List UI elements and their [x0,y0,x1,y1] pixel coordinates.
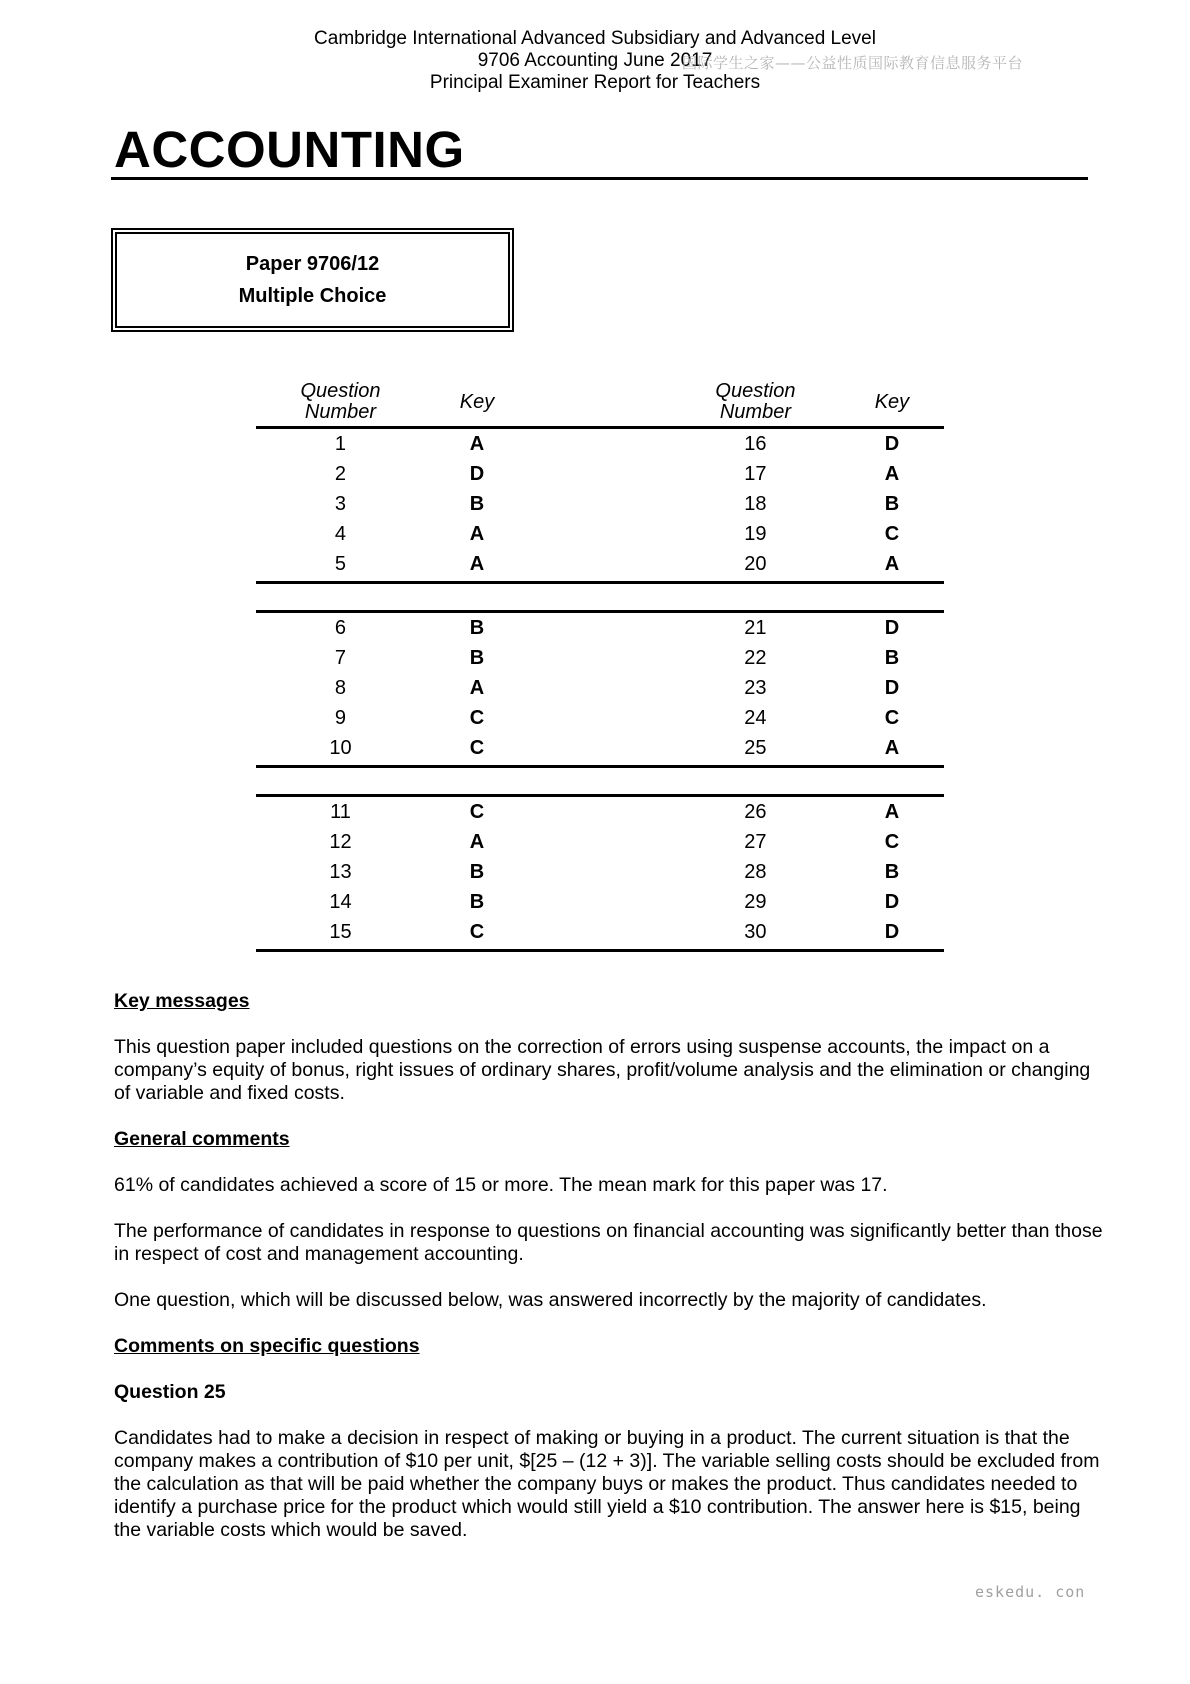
answer-key: A [884,463,900,485]
question-number: 30 [671,917,840,951]
header-key-left: Key [425,378,529,428]
question-number: 7 [334,647,347,669]
answer-key: B [884,647,900,669]
answer-key: B [469,861,485,883]
answer-key: B [469,647,485,669]
question-number: 29 [744,891,767,913]
question-number: 1 [334,433,347,455]
answer-key: C [884,707,900,729]
group-separator [256,767,944,796]
header-spacer [529,378,671,428]
answer-key: C [425,917,529,951]
footer-watermark: eskedu. con [975,1583,1086,1601]
key-messages-text: This question paper included questions on the correction of errors using suspense accounts, the impact on a company’s equity of bonus, right issues of ordinary shares, profit/volume analysis and the elimination or changing of variable and fixed costs. [114,1036,1091,1104]
title-divider [111,177,1088,180]
question-number: 11 [330,801,351,823]
answer-key: A [469,433,485,455]
header-number-word: Number [719,401,791,423]
table-header-row [256,378,944,428]
table-row [256,643,944,673]
header-question-word: Question [715,380,796,402]
table-row [256,857,944,887]
table-row [256,827,944,857]
answer-key: A [840,549,944,583]
question-number: 12 [329,831,352,853]
answer-key-table [256,378,944,952]
answer-key: B [469,891,485,913]
question-number: 4 [334,523,347,545]
answer-key: B [884,861,900,883]
general-comments-p1: 61% of candidates achieved a score of 15 or more. The mean mark for this paper was 17. [114,1174,888,1196]
answer-key: A [469,831,485,853]
question-number: 23 [744,677,767,699]
question-number: 2 [334,463,347,485]
report-body [114,990,1104,1542]
question-number: 21 [744,617,767,639]
question-number: 19 [744,523,767,545]
answer-key: A [840,733,944,767]
question-number: 8 [334,677,347,699]
answer-key: A [425,549,529,583]
question-number: 16 [744,433,767,455]
question-25-text: Candidates had to make a decision in respect of making or buying in a product. The current situation is that the company makes a contribution of $10 per unit, $[25 – (12 + 3)]. The variable selling costs should be excluded from the calculation as that will be paid whether the company buys or makes the product. Thus candidates needed to identify a purchase price for the product which would still yield a $10 contribution. The answer here is $15, being the variable costs which would be saved. [114,1427,1100,1541]
table-row [256,703,944,733]
paper-type: Multiple Choice [238,285,387,307]
table-row [256,459,944,489]
table-row [256,612,944,644]
header-question-number-right [671,378,840,428]
table-row [256,887,944,917]
answer-key: C [425,733,529,767]
question-number: 5 [256,549,425,583]
general-comments-p3: One question, which will be discussed below, was answered incorrectly by the majority of candidates. [114,1289,987,1311]
answer-key: C [469,801,485,823]
question-number: 27 [744,831,767,853]
paper-code: Paper 9706/12 [245,253,380,275]
table-row [256,673,944,703]
question-number: 18 [744,493,767,515]
table-row [256,917,944,951]
table-row [256,733,944,767]
question-number: 24 [744,707,767,729]
header-key-right: Key [840,378,944,428]
answer-key: C [884,831,900,853]
header-line-3: Principal Examiner Report for Teachers [429,72,761,93]
answer-key: D [884,677,900,699]
question-number: 22 [744,647,767,669]
answer-key: A [884,801,900,823]
answer-key: B [884,493,900,515]
table-row [256,428,944,460]
question-number: 17 [744,463,767,485]
page-title: ACCOUNTING [114,121,465,178]
answer-key: C [884,523,900,545]
answer-key: C [469,707,485,729]
question-number: 6 [334,617,347,639]
answer-key: D [884,891,900,913]
specific-comments-heading: Comments on specific questions [114,1335,420,1357]
general-comments-p2: The performance of candidates in response to questions on financial accounting was significantly better than those in respect of cost and management accounting. [114,1220,1103,1265]
header-number-word: Number [304,401,377,423]
table-row [256,489,944,519]
question-number: 20 [671,549,840,583]
question-number: 26 [744,801,767,823]
question-number: 9 [334,707,347,729]
answer-key: D [840,917,944,951]
question-25-heading: Question 25 [114,1381,226,1403]
table-row [256,796,944,828]
answer-key: A [469,677,485,699]
header-watermark: 国际学生之家——公益性质国际教育信息服务平台 [682,54,1024,72]
answer-key: D [884,617,900,639]
table-row [256,549,944,583]
header-question-number-left [256,378,425,428]
answer-key: D [469,463,485,485]
answer-key: B [469,493,485,515]
header-question-word: Question [300,380,381,402]
header-line-2: 9706 Accounting June 2017 [477,50,713,71]
question-number: 3 [334,493,347,515]
question-number: 14 [329,891,352,913]
question-number: 25 [671,733,840,767]
answer-key: D [884,433,900,455]
header-line-1: Cambridge International Advanced Subsidiary and Advanced Level [314,28,876,49]
question-number: 13 [329,861,352,883]
group-separator [256,583,944,612]
question-number: 28 [744,861,767,883]
answer-key: A [469,523,485,545]
question-number: 15 [256,917,425,951]
table-row [256,519,944,549]
question-number: 10 [256,733,425,767]
general-comments-heading: General comments [114,1128,290,1150]
answer-key: B [469,617,485,639]
paper-info-box [111,228,514,332]
key-messages-heading: Key messages [114,990,250,1012]
